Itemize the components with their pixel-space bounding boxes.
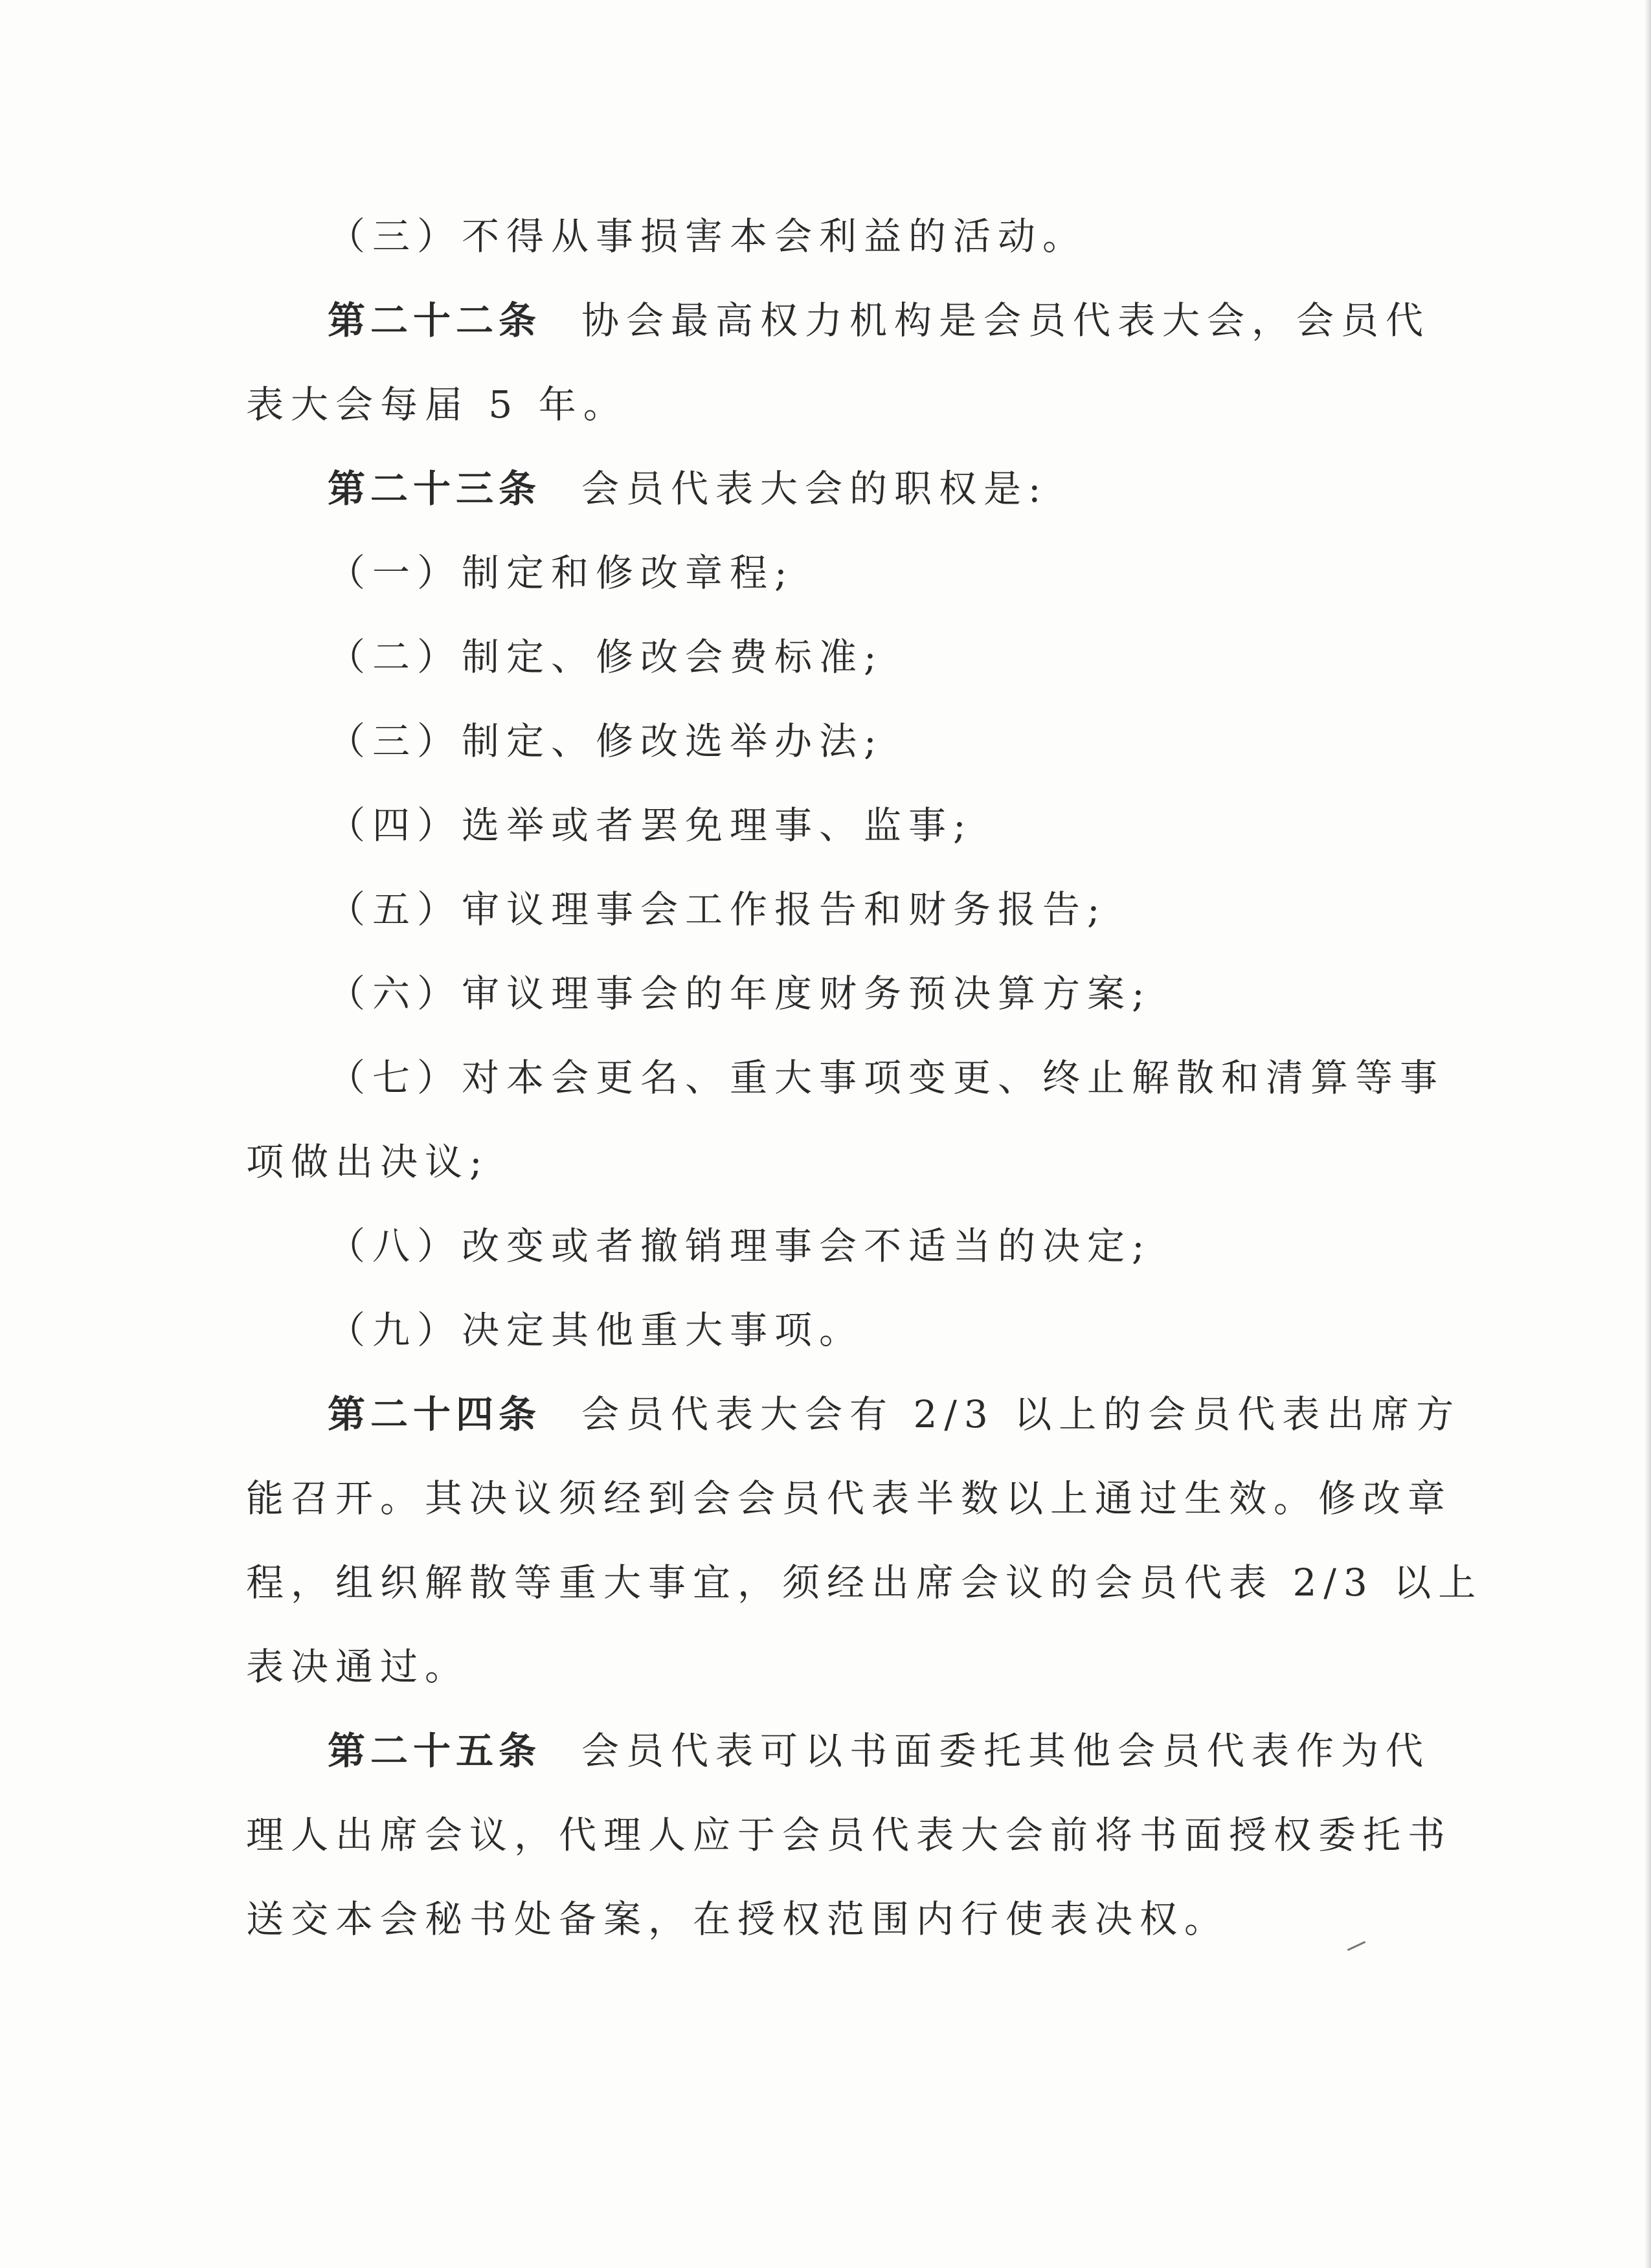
document-page <box>246 194 1483 1961</box>
list-item-8 <box>246 1204 1347 1288</box>
list-item-2 <box>246 615 1347 699</box>
article-25-line-2 <box>246 1793 1453 1877</box>
list-item-5 <box>246 867 1347 951</box>
article-24-line-4 <box>246 1625 1347 1709</box>
line-text: （八）改变或者撤销理事会不适当的决定; <box>328 1224 1152 1268</box>
article-heading: 第二十四条 <box>328 1392 542 1436</box>
line-text: （一）制定和修改章程; <box>328 551 794 595</box>
line-text: 项做出决议; <box>246 1140 489 1184</box>
line-text: 表大会每届 5 年。 <box>246 383 628 427</box>
line-text: 协会最高权力机构是会员代表大会，会员代 <box>581 298 1431 342</box>
article-25-line-1 <box>246 1709 1431 1793</box>
pen-stroke-mark <box>1347 1941 1365 1951</box>
article-heading: 第二十五条 <box>328 1729 542 1773</box>
article-22-line-1 <box>246 278 1431 362</box>
line-text: 会员代表大会有 2/3 以上的会员代表出席方 <box>581 1392 1461 1436</box>
clause-3-no-harm <box>246 194 1347 278</box>
scan-edge-shadow <box>1645 0 1651 2268</box>
line-text: 会员代表可以书面委托其他会员代表作为代 <box>581 1729 1431 1773</box>
list-item-7-line-2 <box>246 1120 1347 1204</box>
article-25-line-3 <box>246 1877 1347 1961</box>
line-text: 理人出席会议，代理人应于会员代表大会前将书面授权委托书 <box>246 1813 1453 1857</box>
list-item-9 <box>246 1288 1347 1372</box>
article-heading: 第二十二条 <box>328 298 542 342</box>
list-item-6 <box>246 951 1347 1036</box>
article-24-line-2 <box>246 1456 1453 1540</box>
article-22-line-2 <box>246 362 1347 447</box>
line-text: 能召开。其决议须经到会会员代表半数以上通过生效。修改章 <box>246 1476 1453 1520</box>
line-text: 表决通过。 <box>246 1645 470 1689</box>
line-text: （五）审议理事会工作报告和财务报告; <box>328 887 1107 931</box>
list-item-3 <box>246 699 1347 783</box>
line-text: （二）制定、修改会费标准; <box>328 635 884 679</box>
line-text: （六）审议理事会的年度财务预决算方案; <box>328 972 1152 1016</box>
article-heading: 第二十三条 <box>328 467 542 511</box>
line-text: （三）不得从事损害本会利益的活动。 <box>328 214 1088 258</box>
list-item-1 <box>246 531 1347 615</box>
article-23-line-1 <box>246 447 1347 531</box>
line-text: （四）选举或者罢免理事、监事; <box>328 803 973 847</box>
line-text: （三）制定、修改选举办法; <box>328 719 884 763</box>
line-text: （七）对本会更名、重大事项变更、终止解散和清算等事 <box>328 1056 1445 1100</box>
article-24-line-3 <box>246 1540 1483 1625</box>
line-text: 程，组织解散等重大事宜，须经出席会议的会员代表 2/3 以上 <box>246 1561 1483 1605</box>
list-item-4 <box>246 783 1347 867</box>
article-24-line-1 <box>246 1372 1461 1456</box>
line-text: （九）决定其他重大事项。 <box>328 1308 864 1352</box>
line-text: 送交本会秘书处备案，在授权范围内行使表决权。 <box>246 1897 1230 1941</box>
list-item-7-line-1 <box>246 1036 1445 1120</box>
line-text: 会员代表大会的职权是: <box>581 467 1048 511</box>
